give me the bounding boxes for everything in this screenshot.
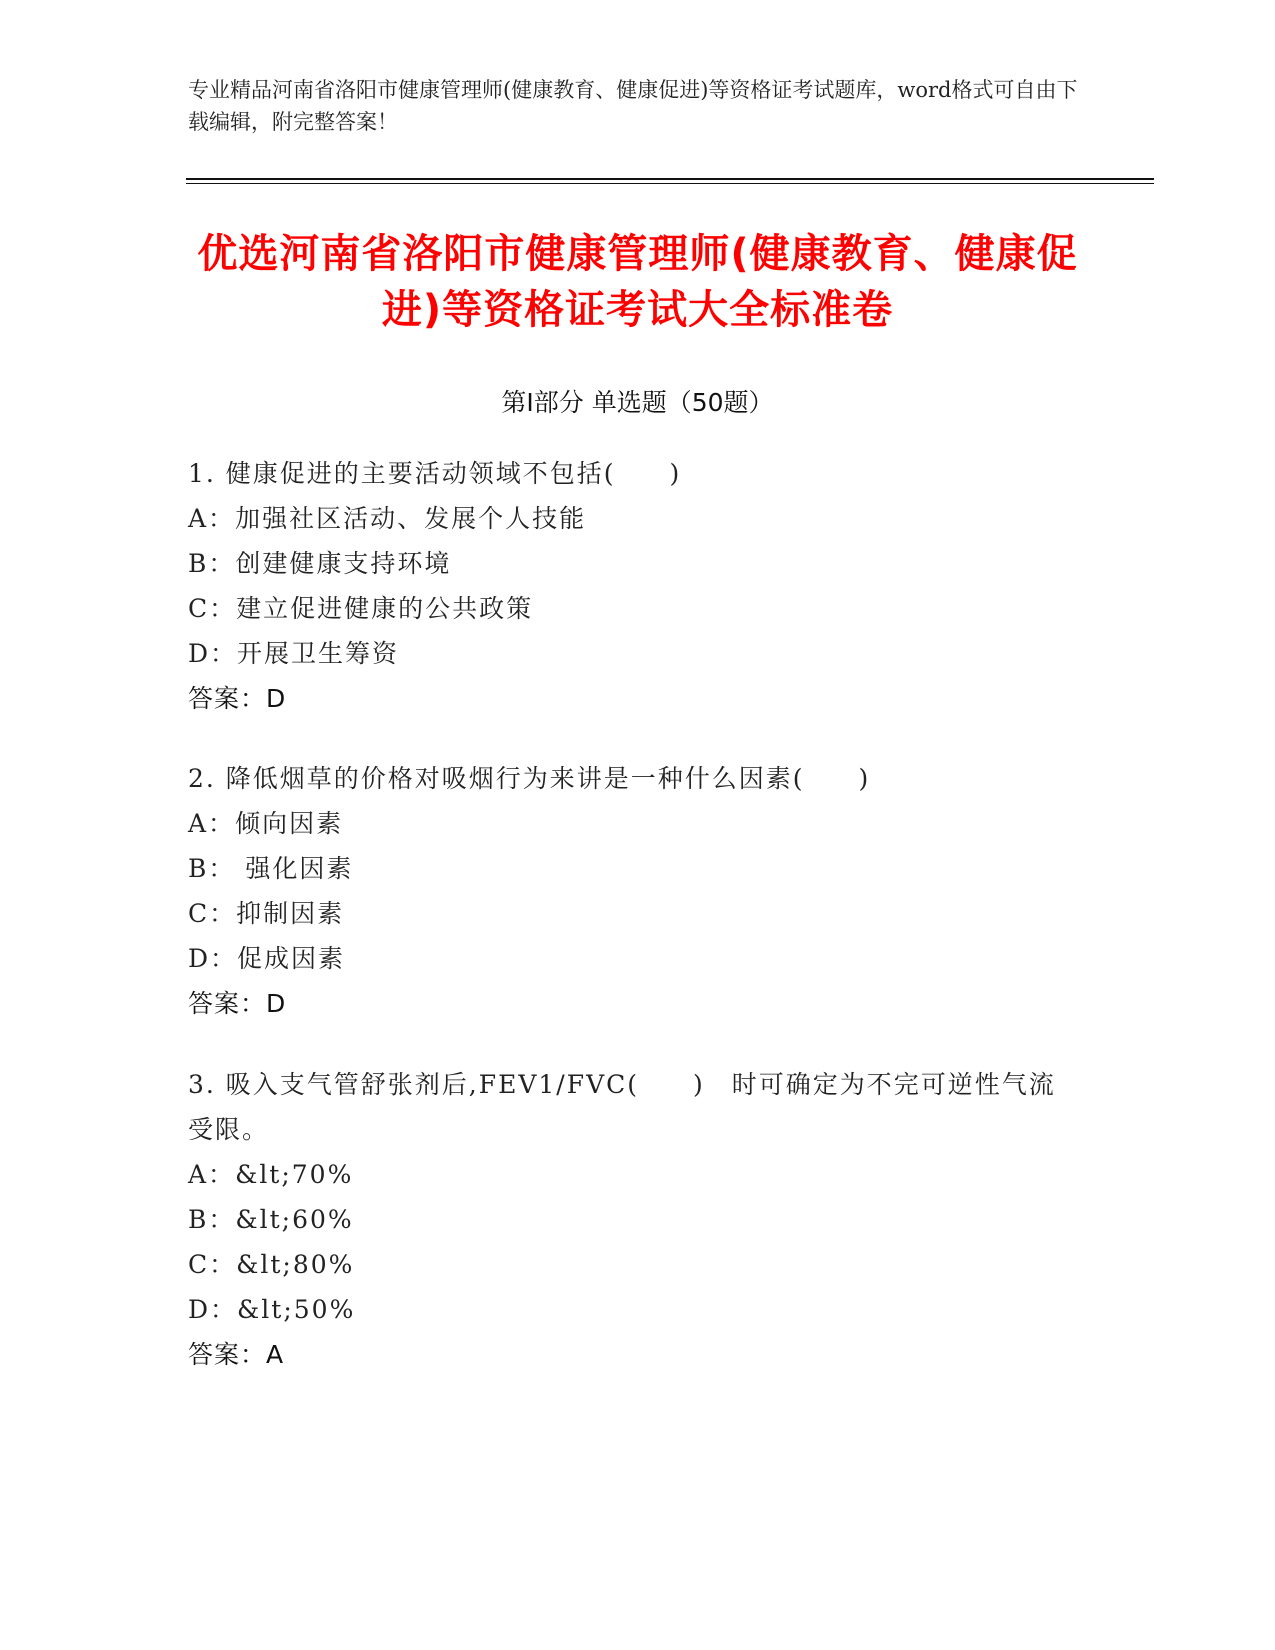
option-text: 强化因素 [235, 854, 354, 883]
option-key: A： [188, 504, 236, 533]
option-key: C： [188, 594, 237, 623]
option-key: A： [188, 1160, 236, 1189]
question-stem: 3. 吸入支气管舒张剂后,FEV1/FVC( ) 时可确定为不完可逆性气流受限。 [188, 1070, 1056, 1144]
option-key: D： [188, 1295, 238, 1324]
answer-prefix: 答案： [188, 989, 267, 1018]
option-key: B： [188, 1205, 236, 1234]
header-note: 专业精品河南省洛阳市健康管理师(健康教育、健康促进)等资格证考试题库，word格式可自由下载编辑，附完整答案！ [188, 78, 1078, 134]
option-text: 抑制因素 [236, 899, 345, 928]
option-text: 倾向因素 [235, 809, 344, 838]
option-text: &lt;60% [235, 1205, 354, 1234]
option-key: C： [188, 899, 237, 928]
answer-line [188, 981, 1088, 1026]
option-d [188, 936, 1088, 981]
option-a [188, 801, 1088, 846]
option-b [188, 1197, 1068, 1242]
option-d [188, 1287, 1068, 1332]
option-text: &lt;70% [235, 1160, 354, 1189]
answer-line [188, 1332, 1068, 1377]
header-divider-thin [186, 183, 1154, 184]
option-key: D： [188, 944, 238, 973]
option-b [188, 541, 1088, 586]
option-a [188, 496, 1088, 541]
option-key: A： [188, 809, 236, 838]
option-a [188, 1152, 1068, 1197]
option-key: C： [188, 1250, 237, 1279]
document-title: 优选河南省洛阳市健康管理师(健康教育、健康促进)等资格证考试大全标准卷 [197, 231, 1078, 333]
option-key: B： [188, 549, 236, 578]
option-text: 建立促进健康的公共政策 [236, 594, 534, 623]
option-b [188, 846, 1088, 891]
option-text: 加强社区活动、发展个人技能 [235, 504, 587, 533]
option-c [188, 1242, 1068, 1287]
option-c [188, 586, 1088, 631]
option-text: &lt;50% [237, 1295, 356, 1324]
header-divider [186, 178, 1154, 180]
option-text: 开展卫生筹资 [237, 639, 400, 668]
section-title: 第Ⅰ部分 单选题（50题） [501, 388, 774, 417]
question-stem: 1. 健康促进的主要活动领域不包括( ) [188, 459, 682, 488]
option-key: B： [188, 854, 236, 883]
answer-prefix: 答案： [188, 684, 267, 713]
answer-value: D [266, 684, 287, 713]
answer-line [188, 676, 1088, 721]
option-text: 促成因素 [237, 944, 346, 973]
question-2 [188, 756, 1088, 1026]
question-stem: 2. 降低烟草的价格对吸烟行为来讲是一种什么因素( ) [188, 764, 871, 793]
option-text: 创建健康支持环境 [235, 549, 452, 578]
question-3 [188, 1062, 1068, 1377]
option-key: D： [188, 639, 238, 668]
answer-value: D [266, 989, 287, 1018]
answer-value: A [266, 1340, 285, 1369]
option-c [188, 891, 1088, 936]
option-text: &lt;80% [236, 1250, 355, 1279]
answer-prefix: 答案： [188, 1340, 267, 1369]
question-1 [188, 451, 1088, 721]
option-d [188, 631, 1088, 676]
